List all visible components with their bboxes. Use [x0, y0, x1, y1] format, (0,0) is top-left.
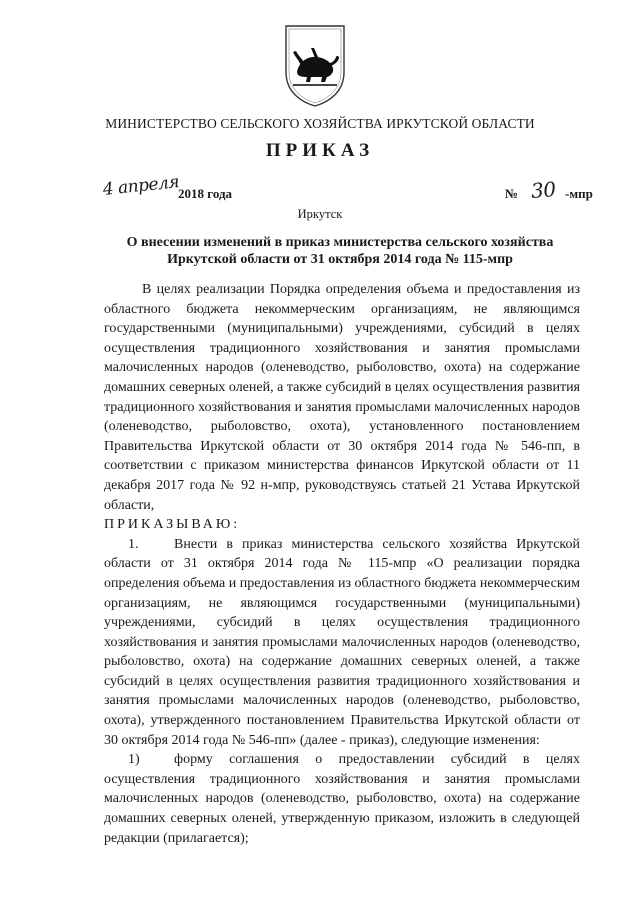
number-sign: № [505, 186, 519, 201]
title-line-1: О внесении изменений в приказ министерства сельского хозяйства [126, 235, 554, 250]
number-handwritten: 30 [530, 176, 557, 204]
coat-of-arms-icon [281, 22, 349, 108]
item-1-text: Внести в приказ министерства сельского хозяйства Иркутской области от 31 октября 2014 года № 115-мпр «О реализации порядка определения объема и предоставления из областного бюджета некоммерческим организациям, не являющимся государственными (муниципальными) учреждениями, субсидий в целях осуществления традиционного хозяйствования и занятия промыслами малочисленных народов (оленеводство, рыболовство, охота) на содержание домашних северных оленей, а также субсидий в целях осуществления развития традиционного хозяйствования и занятия промыслами малочисленных народов (оленеводство, рыболовство, охота), утвержденного постановлением Правительства Иркутской области от 30 октября 2014 года № 546-пп» (далее - приказ), следующие изменения: [104, 536, 580, 748]
ministry-name: МИНИСТЕРСТВО СЕЛЬСКОГО ХОЗЯЙСТВА ИРКУТСКОЙ ОБЛАСТИ [105, 116, 535, 131]
title-line-2: Иркутской области от 31 октября 2014 года № 115-мпр [167, 252, 513, 267]
item-1-paragraph [104, 535, 580, 751]
order-title [100, 234, 580, 268]
city: Иркутск [297, 207, 343, 221]
subitem-1-paragraph [104, 750, 580, 848]
subitem-1-text: форму соглашения о предоставлении субсидий в целях осуществления традиционного хозяйствования и занятия промыслами малочисленных народов (оленеводство, рыболовство, охота) на содержание домашних северных оленей, утвержденную приказом, изложить в следующей редакции (прилагается); [104, 752, 580, 846]
date-handwritten: 4 апреля [101, 172, 180, 200]
subitem-1-number: 1) [128, 752, 140, 768]
preamble-paragraph: В целях реализации Порядка определения объема и предоставления из областного бюджета некоммерческим организациям, не являющимся государственными (муниципальными) учреждениями, субсидий в целях осуществления традиционного хозяйствования и занятия промыслами малочисленных народов (оленеводство, рыболовство, охота) на содержание домашних северных оленей, а также субсидий в целях осуществления развития традиционного хозяйствования и занятия промыслами малочисленных народов (оленеводство, рыболовство, охота), установленного постановлением Правительства Иркутской области от 30 октября 2014 года № 546-пп, в соответствии с приказом министерства финансов Иркутской области от 11 декабря 2017 года № 92 н-мпр, руководствуясь статьей 21 Устава Иркутской области, [104, 282, 580, 513]
date-year: 2018 года [178, 186, 233, 201]
order-word: ПРИКАЗЫВАЮ: [104, 517, 241, 533]
number-suffix: -мпр [565, 186, 593, 201]
document-type: ПРИКАЗ [265, 140, 375, 161]
item-1-number: 1. [128, 536, 139, 552]
order-body [104, 280, 580, 848]
